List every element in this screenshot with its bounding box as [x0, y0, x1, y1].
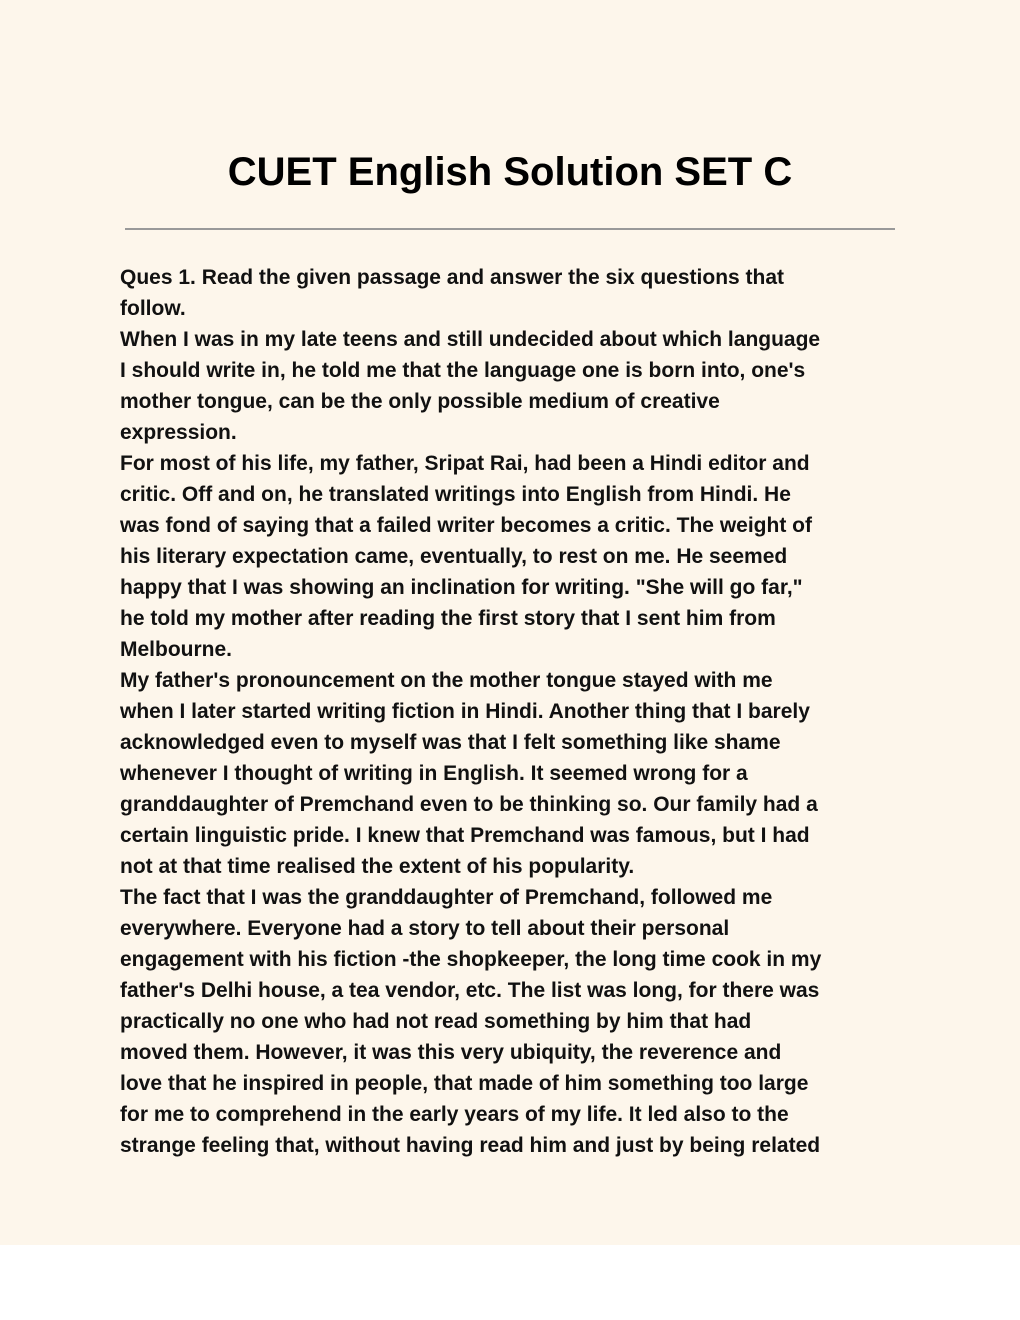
text-line: critic. Off and on, he translated writings into English from Hindi. He	[120, 483, 791, 506]
text-line: whenever I thought of writing in English. It seemed wrong for a	[120, 762, 748, 785]
text-line: moved them. However, it was this very ubiquity, the reverence and	[120, 1041, 782, 1064]
text-line: granddaughter of Premchand even to be thinking so. Our family had a	[120, 793, 818, 816]
page-title: CUET English Solution SET C	[227, 150, 793, 194]
passage-text	[120, 262, 920, 1161]
text-line: When I was in my late teens and still undecided about which language	[120, 328, 821, 351]
text-line: not at that time realised the extent of his popularity.	[120, 855, 635, 878]
text-line: for me to comprehend in the early years of my life. It led also to the	[120, 1103, 789, 1126]
text-line: he told my mother after reading the first story that I sent him from	[120, 607, 776, 630]
text-line: expression.	[120, 421, 237, 444]
text-line: I should write in, he told me that the language one is born into, one's	[120, 359, 806, 382]
text-line: The fact that I was the granddaughter of Premchand, followed me	[120, 886, 773, 909]
text-line: love that he inspired in people, that made of him something too large	[120, 1072, 809, 1095]
text-line: when I later started writing fiction in Hindi. Another thing that I barely	[120, 700, 810, 723]
text-line: happy that I was showing an inclination for writing. "She will go far,"	[120, 576, 803, 599]
title-divider	[125, 228, 895, 230]
text-line: father's Delhi house, a tea vendor, etc. The list was long, for there was	[120, 979, 820, 1002]
text-line: his literary expectation came, eventually, to rest on me. He seemed	[120, 545, 788, 568]
text-line: engagement with his fiction -the shopkeeper, the long time cook in my	[120, 948, 822, 971]
text-line: mother tongue, can be the only possible medium of creative	[120, 390, 720, 413]
text-line: practically no one who had not read something by him that had	[120, 1010, 752, 1033]
text-line: certain linguistic pride. I knew that Premchand was famous, but I had	[120, 824, 810, 847]
text-line: acknowledged even to myself was that I felt something like shame	[120, 731, 781, 754]
text-line: was fond of saying that a failed writer becomes a critic. The weight of	[120, 514, 812, 537]
text-line: follow.	[120, 297, 186, 320]
text-line: Melbourne.	[120, 638, 233, 661]
text-line: My father's pronouncement on the mother tongue stayed with me	[120, 669, 773, 692]
text-line: Ques 1. Read the given passage and answer the six questions that	[120, 266, 785, 289]
text-line: strange feeling that, without having read him and just by being related	[120, 1134, 821, 1157]
text-line: everywhere. Everyone had a story to tell about their personal	[120, 917, 730, 940]
text-line: For most of his life, my father, Sripat Rai, had been a Hindi editor and	[120, 452, 810, 475]
